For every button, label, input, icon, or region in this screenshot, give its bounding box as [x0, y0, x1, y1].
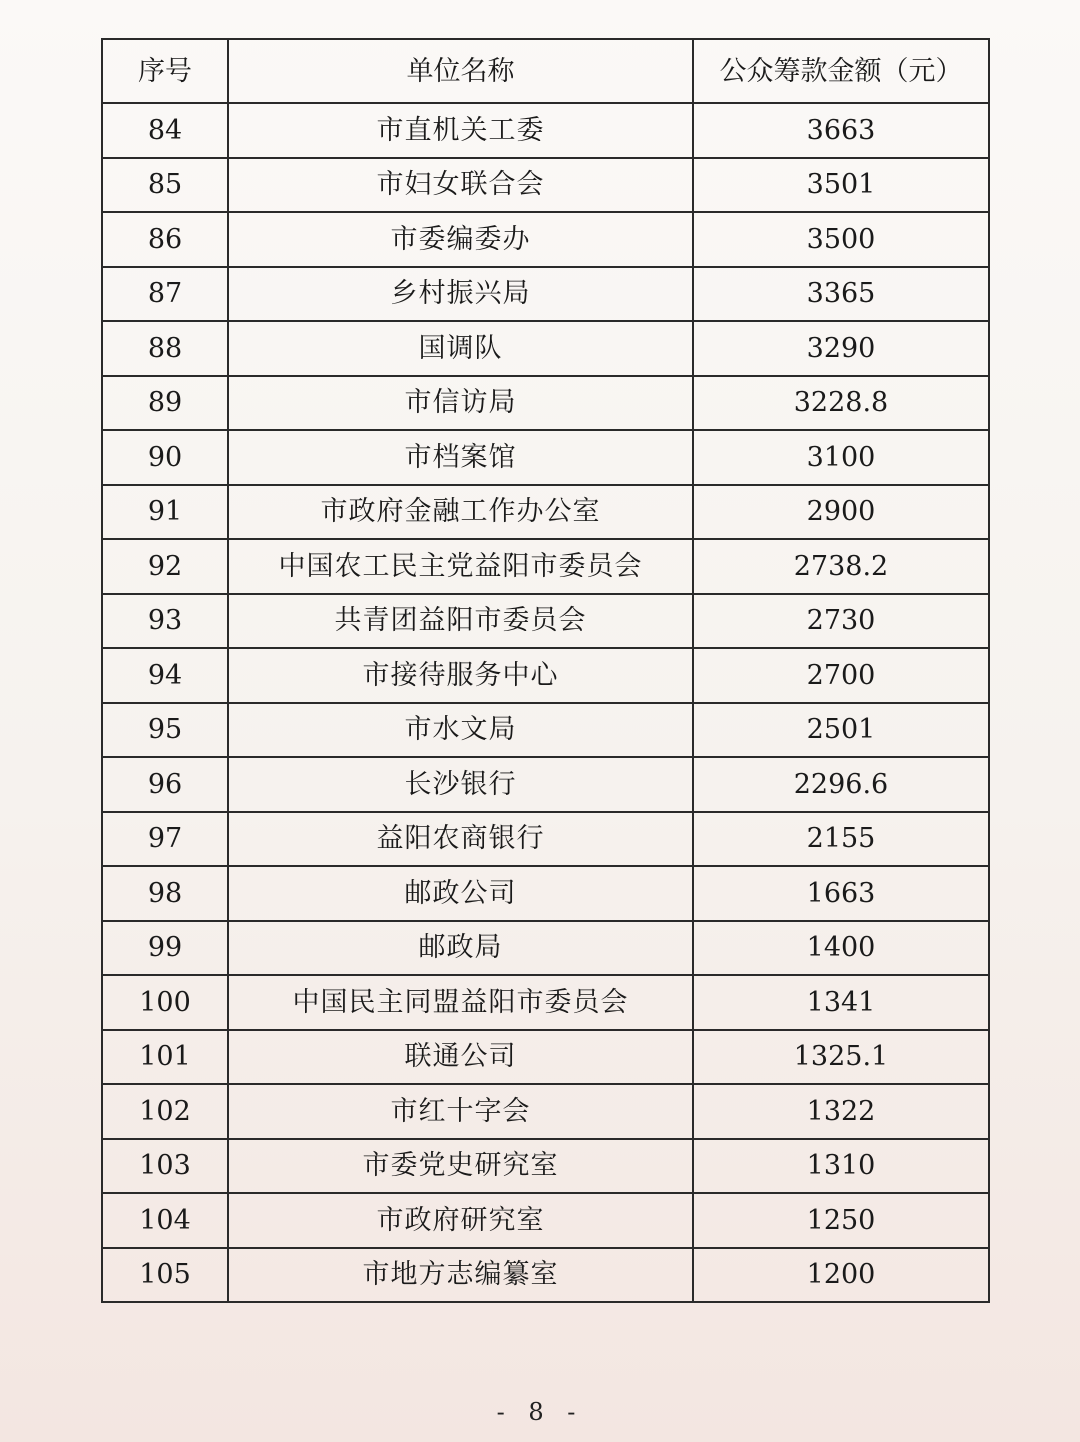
table-row: [102, 430, 989, 485]
row-index: 91: [102, 485, 228, 540]
header-amount: 公众筹款金额（元）: [693, 39, 989, 103]
row-unit-name: 市水文局: [228, 703, 693, 758]
row-index: 89: [102, 376, 228, 431]
row-unit-name: 市政府研究室: [228, 1193, 693, 1248]
row-amount: 1341: [693, 975, 989, 1030]
page-number: - 8 -: [496, 1398, 584, 1426]
table-row: [102, 1030, 989, 1085]
row-amount: 2730: [693, 594, 989, 649]
row-unit-name: 市妇女联合会: [228, 158, 693, 213]
row-index: 101: [102, 1030, 228, 1085]
row-amount: 3228.8: [693, 376, 989, 431]
donation-table: [101, 38, 990, 1303]
row-amount: 2900: [693, 485, 989, 540]
table-row: [102, 1193, 989, 1248]
row-unit-name: 长沙银行: [228, 757, 693, 812]
header-row: [102, 39, 989, 103]
table-row: [102, 975, 989, 1030]
row-unit-name: 市信访局: [228, 376, 693, 431]
row-index: 97: [102, 812, 228, 867]
table-row: [102, 158, 989, 213]
row-index: 94: [102, 648, 228, 703]
table-header: [102, 39, 989, 103]
table-row: [102, 485, 989, 540]
row-unit-name: 国调队: [228, 321, 693, 376]
table-row: [102, 594, 989, 649]
row-unit-name: 市档案馆: [228, 430, 693, 485]
row-unit-name: 乡村振兴局: [228, 267, 693, 322]
row-amount: 1325.1: [693, 1030, 989, 1085]
row-index: 85: [102, 158, 228, 213]
row-index: 96: [102, 757, 228, 812]
row-unit-name: 市委党史研究室: [228, 1139, 693, 1194]
row-amount: 2155: [693, 812, 989, 867]
row-unit-name: 邮政公司: [228, 866, 693, 921]
row-unit-name: 邮政局: [228, 921, 693, 976]
table-row: [102, 267, 989, 322]
table-row: [102, 212, 989, 267]
table-row: [102, 1248, 989, 1303]
row-unit-name: 市红十字会: [228, 1084, 693, 1139]
row-index: 95: [102, 703, 228, 758]
table-row: [102, 921, 989, 976]
row-unit-name: 联通公司: [228, 1030, 693, 1085]
row-amount: 3663: [693, 103, 989, 158]
table-row: [102, 1139, 989, 1194]
row-amount: 1663: [693, 866, 989, 921]
row-unit-name: 益阳农商银行: [228, 812, 693, 867]
header-unit-name: 单位名称: [228, 39, 693, 103]
table-row: [102, 648, 989, 703]
row-index: 93: [102, 594, 228, 649]
row-index: 86: [102, 212, 228, 267]
row-amount: 2738.2: [693, 539, 989, 594]
table-row: [102, 321, 989, 376]
row-amount: 1200: [693, 1248, 989, 1303]
row-unit-name: 市直机关工委: [228, 103, 693, 158]
row-unit-name: 市政府金融工作办公室: [228, 485, 693, 540]
row-index: 90: [102, 430, 228, 485]
row-amount: 3365: [693, 267, 989, 322]
row-amount: 2700: [693, 648, 989, 703]
row-index: 102: [102, 1084, 228, 1139]
row-index: 100: [102, 975, 228, 1030]
table-row: [102, 539, 989, 594]
row-unit-name: 市委编委办: [228, 212, 693, 267]
table-row: [102, 1084, 989, 1139]
table-row: [102, 812, 989, 867]
row-index: 105: [102, 1248, 228, 1303]
row-index: 88: [102, 321, 228, 376]
row-index: 99: [102, 921, 228, 976]
row-amount: 2296.6: [693, 757, 989, 812]
row-amount: 3290: [693, 321, 989, 376]
row-index: 84: [102, 103, 228, 158]
header-index: 序号: [102, 39, 228, 103]
row-amount: 3500: [693, 212, 989, 267]
row-index: 103: [102, 1139, 228, 1194]
row-amount: 1310: [693, 1139, 989, 1194]
row-unit-name: 共青团益阳市委员会: [228, 594, 693, 649]
row-unit-name: 市接待服务中心: [228, 648, 693, 703]
table-row: [102, 757, 989, 812]
row-amount: 1322: [693, 1084, 989, 1139]
table-body: [102, 103, 989, 1302]
row-amount: 3100: [693, 430, 989, 485]
row-amount: 3501: [693, 158, 989, 213]
row-index: 104: [102, 1193, 228, 1248]
table-row: [102, 866, 989, 921]
row-index: 87: [102, 267, 228, 322]
table-row: [102, 376, 989, 431]
row-amount: 1250: [693, 1193, 989, 1248]
table-row: [102, 103, 989, 158]
row-amount: 1400: [693, 921, 989, 976]
row-unit-name: 中国农工民主党益阳市委员会: [228, 539, 693, 594]
row-amount: 2501: [693, 703, 989, 758]
row-index: 92: [102, 539, 228, 594]
row-index: 98: [102, 866, 228, 921]
table-row: [102, 703, 989, 758]
row-unit-name: 中国民主同盟益阳市委员会: [228, 975, 693, 1030]
row-unit-name: 市地方志编纂室: [228, 1248, 693, 1303]
